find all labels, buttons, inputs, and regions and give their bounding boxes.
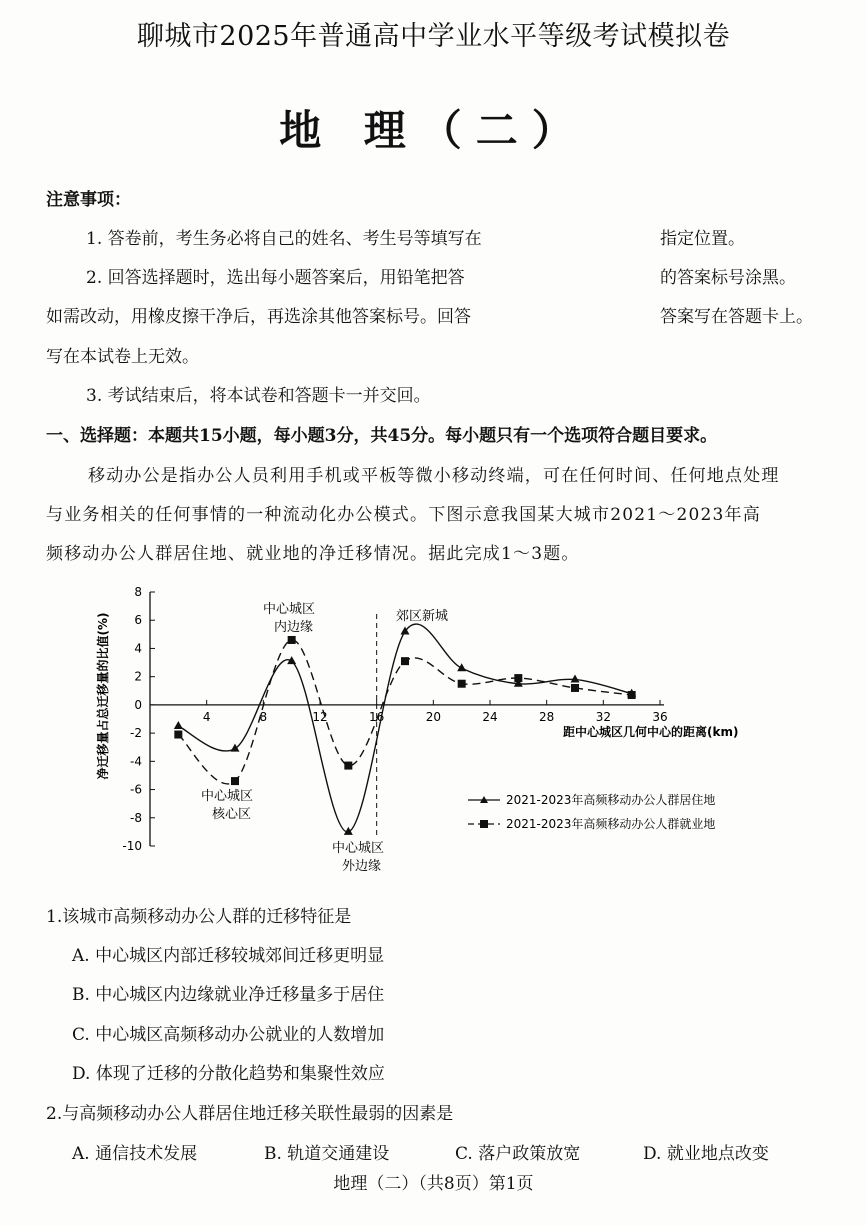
- employment-point: [571, 684, 579, 692]
- y-tick-label: 8: [134, 585, 142, 599]
- annotation-inner-edge-1: 中心城区: [263, 602, 316, 617]
- employment-point: [231, 777, 239, 785]
- migration-chart: [90, 578, 810, 878]
- q2-stem: 2.与高频移动办公人群居住地迁移关联性最弱的因素是: [46, 1104, 454, 1124]
- annotation-inner-edge-2: 内边缘: [274, 620, 314, 635]
- chart-plot: [122, 585, 667, 853]
- q2-option-c: C. 落户政策放宽: [455, 1144, 581, 1164]
- y-tick-label: -4: [130, 754, 142, 769]
- legend-employment: 2021-2023年高频移动办公人群就业地: [506, 817, 716, 831]
- q1-option-b: B. 中心城区内边缘就业净迁移量多于居住: [72, 985, 385, 1005]
- annotation-suburb: 郊区新城: [396, 609, 449, 624]
- chart-legend: [468, 792, 715, 831]
- notice-item-3: 3. 考试结束后，将本试卷和答题卡一并交回。: [86, 386, 431, 406]
- notice-heading: 注意事项：: [46, 190, 131, 210]
- y-tick-label: 2: [134, 669, 142, 684]
- q1-stem: 1.该城市高频移动办公人群的迁移特征是: [46, 907, 352, 927]
- notice-item-1: 1. 答卷前，考生务必将自己的姓名、考生号等填写在: [86, 229, 482, 249]
- x-tick-label: 24: [482, 709, 498, 724]
- x-tick-label: 20: [425, 709, 441, 724]
- y-tick-label: 4: [134, 641, 142, 656]
- y-tick-label: -10: [122, 839, 142, 853]
- y-tick-label: -6: [130, 782, 142, 797]
- residence-point: [457, 663, 466, 671]
- q1-option-c: C. 中心城区高频移动办公就业的人数增加: [72, 1025, 385, 1045]
- annotation-outer-edge-2: 外边缘: [342, 859, 382, 874]
- q1-option-d: D. 体现了迁移的分散化趋势和集聚性效应: [72, 1064, 385, 1084]
- passage-line-2: 与业务相关的任何事情的一种流动化办公模式。下图示意我国某大城市2021～2023年高: [46, 505, 761, 525]
- y-tick-label: -2: [130, 726, 142, 741]
- employment-point: [344, 762, 352, 770]
- x-axis-label: 距中心城区几何中心的距离(km): [563, 725, 739, 739]
- q2-option-d: D. 就业地点改变: [643, 1144, 769, 1164]
- q1-option-a: A. 中心城区内部迁移较城郊间迁移更明显: [72, 946, 385, 966]
- employment-point: [401, 657, 409, 665]
- annotation-outer-edge-1: 中心城区: [332, 841, 385, 856]
- passage-line-1: 移动办公是指办公人员利用手机或平板等微小移动终端，可在任何时间、任何地点处理: [88, 466, 780, 486]
- employment-point: [288, 636, 296, 644]
- exam-title: 聊城市2025年普通高中学业水平等级考试模拟卷: [136, 21, 731, 52]
- notice-item-1-end: 指定位置。: [660, 229, 745, 249]
- notice-item-2-end: 的答案标号涂黑。: [660, 268, 796, 288]
- employment-point: [174, 731, 182, 739]
- residence-point: [174, 721, 183, 729]
- notice-item-2b-end: 答案写在答题卡上。: [660, 307, 813, 327]
- y-tick-label: 0: [134, 697, 142, 712]
- x-tick-label: 28: [539, 709, 555, 724]
- legend-square-marker: [480, 820, 488, 828]
- employment-point: [514, 674, 522, 682]
- x-tick-label: 12: [312, 709, 328, 724]
- annotation-core-2: 核心区: [212, 807, 252, 822]
- legend-residence: 2021-2023年高频移动办公人群居住地: [506, 793, 716, 807]
- y-tick-label: -8: [130, 810, 142, 825]
- notice-item-2b: 如需改动，用橡皮擦干净后，再选涂其他答案标号。回答: [46, 307, 471, 327]
- passage-line-3: 频移动办公人群居住地、就业地的净迁移情况。据此完成1～3题。: [46, 544, 580, 564]
- employment-point: [628, 691, 636, 699]
- employment-point: [458, 680, 466, 688]
- q2-option-a: A. 通信技术发展: [72, 1144, 198, 1164]
- subject-title: 地 理（二）: [279, 106, 588, 155]
- section-heading: 一、选择题：本题共15小题，每小题3分，共45分。每小题只有一个选项符合题目要求。: [46, 426, 718, 446]
- notice-item-2c: 写在本试卷上无效。: [46, 347, 199, 367]
- x-tick-label: 8: [259, 709, 268, 724]
- x-tick-label: 32: [595, 709, 611, 724]
- y-tick-label: 6: [134, 613, 142, 628]
- page-footer: 地理（二）（共8页）第1页: [333, 1174, 534, 1194]
- residence-point: [571, 674, 580, 682]
- x-tick-label: 36: [652, 709, 668, 724]
- annotation-core-1: 中心城区: [201, 789, 254, 804]
- notice-item-2: 2. 回答选择题时，选出每小题答案后，用铅笔把答: [86, 268, 465, 288]
- residence-point: [231, 744, 240, 752]
- y-axis-label: 净迁移量占总迁移量的比值(%): [96, 612, 110, 780]
- x-tick-label: 16: [369, 709, 385, 724]
- q2-option-b: B. 轨道交通建设: [264, 1144, 390, 1164]
- x-tick-label: 4: [202, 709, 211, 724]
- chart-axes: [95, 601, 738, 874]
